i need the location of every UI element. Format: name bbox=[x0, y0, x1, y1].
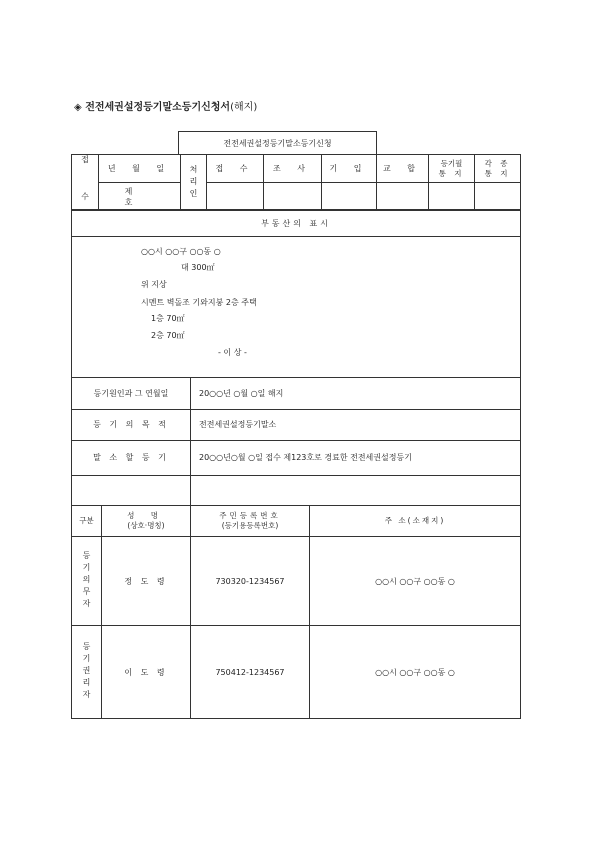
header-caption-table bbox=[178, 131, 377, 155]
col-notice: 등기필 통 지 bbox=[429, 155, 475, 183]
date-label: 년 월 일 bbox=[99, 155, 181, 183]
property-description bbox=[72, 237, 521, 377]
receipt-table bbox=[71, 154, 521, 211]
title-paren: (해지) bbox=[230, 102, 258, 113]
cell-survey bbox=[264, 183, 322, 211]
party-id: 730320-1234567 bbox=[191, 536, 310, 626]
party-address: ○○시 ○○구 ○○동 ○ bbox=[310, 626, 521, 719]
title-main: 전전세권설정등기말소등기신청서 bbox=[85, 102, 231, 113]
party-role-obligee: 등기권리자 bbox=[72, 626, 102, 719]
party-header-id: 주민등록번호 (등기용등록번호) bbox=[191, 506, 310, 537]
property-line: ○○시 ○○구 ○○동 ○ bbox=[141, 247, 221, 257]
row-label-cause: 등기원인과 그 연월일 bbox=[72, 377, 191, 409]
col-survey: 조 사 bbox=[264, 155, 322, 183]
property-line: 위 지상 bbox=[141, 280, 167, 290]
cell-notice bbox=[429, 183, 475, 211]
property-line: 1층 70㎡ bbox=[151, 314, 185, 324]
number-label: 제 호 bbox=[99, 183, 181, 211]
row-value-cause: 20○○년 ○월 ○일 해지 bbox=[191, 377, 521, 409]
form-title bbox=[74, 98, 257, 113]
row-label-purpose: 등 기 의 목 적 bbox=[72, 409, 191, 441]
diamond-bullet-icon: ◈ bbox=[74, 102, 82, 113]
property-line: 시멘트 벽돌조 기와지붕 2층 주택 bbox=[141, 298, 257, 308]
col-entry: 기 입 bbox=[322, 155, 377, 183]
row-value-cancel: 20○○년○월 ○일 접수 제123호로 경료한 전전세권설정등기 bbox=[191, 441, 521, 476]
party-id: 750412-1234567 bbox=[191, 626, 310, 719]
row-value-purpose: 전전세권설정등기말소 bbox=[191, 409, 521, 441]
party-header-gubun: 구분 bbox=[72, 506, 102, 537]
main-table bbox=[71, 209, 521, 719]
header-caption: 전전세권설정등기말소등기신청 bbox=[179, 132, 377, 155]
property-end-mark: - 이 상 - bbox=[218, 348, 247, 358]
row-label-cancel: 말 소 할 등 기 bbox=[72, 441, 191, 476]
col-receipt: 접 수 bbox=[207, 155, 264, 183]
cell-check bbox=[377, 183, 429, 211]
col-various: 각 종 통 지 bbox=[475, 155, 521, 183]
party-address: ○○시 ○○구 ○○동 ○ bbox=[310, 536, 521, 626]
receipt-label-cell: 접 수 bbox=[72, 155, 99, 211]
cell-receipt bbox=[207, 183, 264, 211]
cell-entry bbox=[322, 183, 377, 211]
processing-label-cell: 처리인 bbox=[181, 155, 207, 211]
row-value-blank bbox=[191, 475, 521, 506]
cell-various bbox=[475, 183, 521, 211]
col-check: 교 합 bbox=[377, 155, 429, 183]
property-line: 2층 70㎡ bbox=[151, 331, 185, 341]
property-line: 대 300㎡ bbox=[181, 263, 215, 273]
property-heading: 부동산의 표시 bbox=[72, 210, 521, 237]
party-name: 이 도 령 bbox=[102, 626, 191, 719]
party-header-address: 주 소(소재지) bbox=[310, 506, 521, 537]
party-name: 정 도 령 bbox=[102, 536, 191, 626]
party-role-obligor: 등기의무자 bbox=[72, 536, 102, 626]
row-label-blank bbox=[72, 475, 191, 506]
party-header-name: 성 명 (상호·명칭) bbox=[102, 506, 191, 537]
